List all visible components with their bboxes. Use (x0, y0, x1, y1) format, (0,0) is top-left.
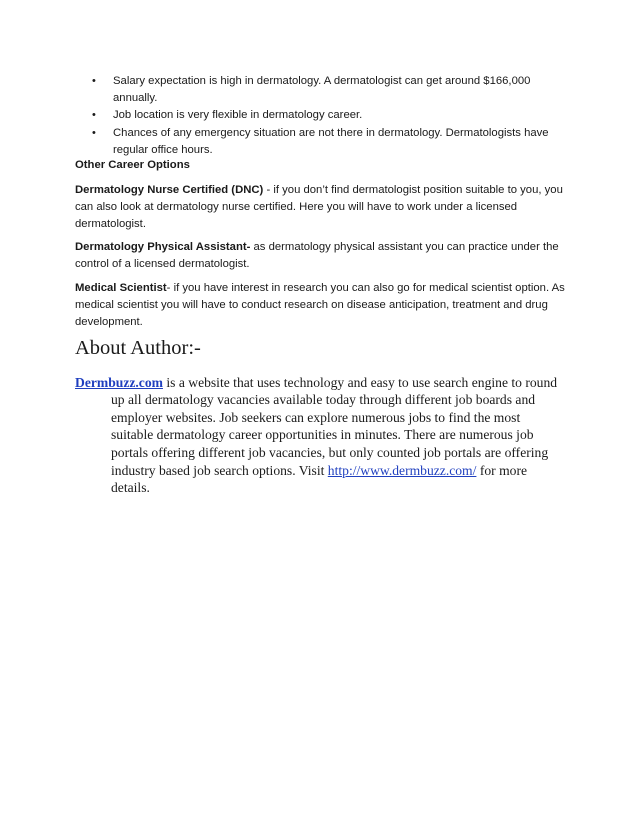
career-title: Medical Scientist (75, 282, 167, 294)
bullet-icon: • (92, 126, 96, 139)
career-title: Dermatology Physical Assistant- (75, 241, 251, 253)
list-item (92, 73, 572, 107)
list-item-text: Chances of any emergency situation are not there in dermatology. Dermatologists have regular office hours. (113, 126, 549, 156)
career-text: - if you don’t find dermatologist position suitable to you, you can also look at dermatology nurse certified. Here you will have to work under a licensed dermatologist. (75, 184, 563, 231)
career-title: Dermatology Nurse Certified (DNC) (75, 184, 264, 196)
list-item (92, 107, 572, 124)
other-careers-heading: Other Career Options (75, 159, 190, 171)
career-paragraph-physical-assistant (75, 239, 565, 273)
about-author-body (75, 374, 565, 497)
career-text: - if you have interest in research you can also go for medical scientist option. As medical scientist you will have to conduct research on disease anticipation, treatment and drug development. (75, 282, 565, 329)
career-text: as dermatology physical assistant you can practice under the control of a licensed dermatologist. (75, 241, 559, 271)
about-text: is a website that uses technology and easy to use search engine to round up all dermatology vacancies available today through different job boards and employer websites. Job seekers can explore numerous jobs to find the most suitable dermatology career opportunities in minutes. There are numerous job portals offering different job vacancies, but only counted job portals are offering industry based job search options. Visit (111, 374, 558, 478)
list-item-text: Job location is very flexible in dermatology career. (113, 109, 363, 122)
career-paragraph-medical-scientist (75, 280, 565, 332)
advantages-list (92, 73, 572, 159)
bullet-icon: • (92, 109, 96, 122)
list-item-text: Salary expectation is high in dermatology. A dermatologist can get around $166,000 annually. (113, 75, 531, 105)
about-tail-text: for more details. (111, 462, 528, 496)
dermbuzz-url-link[interactable]: http://www.dermbuzz.com/ (327, 462, 477, 478)
bullet-icon: • (92, 75, 96, 87)
dermbuzz-link[interactable]: Dermbuzz.com (75, 374, 163, 390)
about-author-heading: About Author:- (75, 337, 201, 359)
career-paragraph-dnc (75, 182, 565, 234)
list-item (92, 125, 572, 159)
